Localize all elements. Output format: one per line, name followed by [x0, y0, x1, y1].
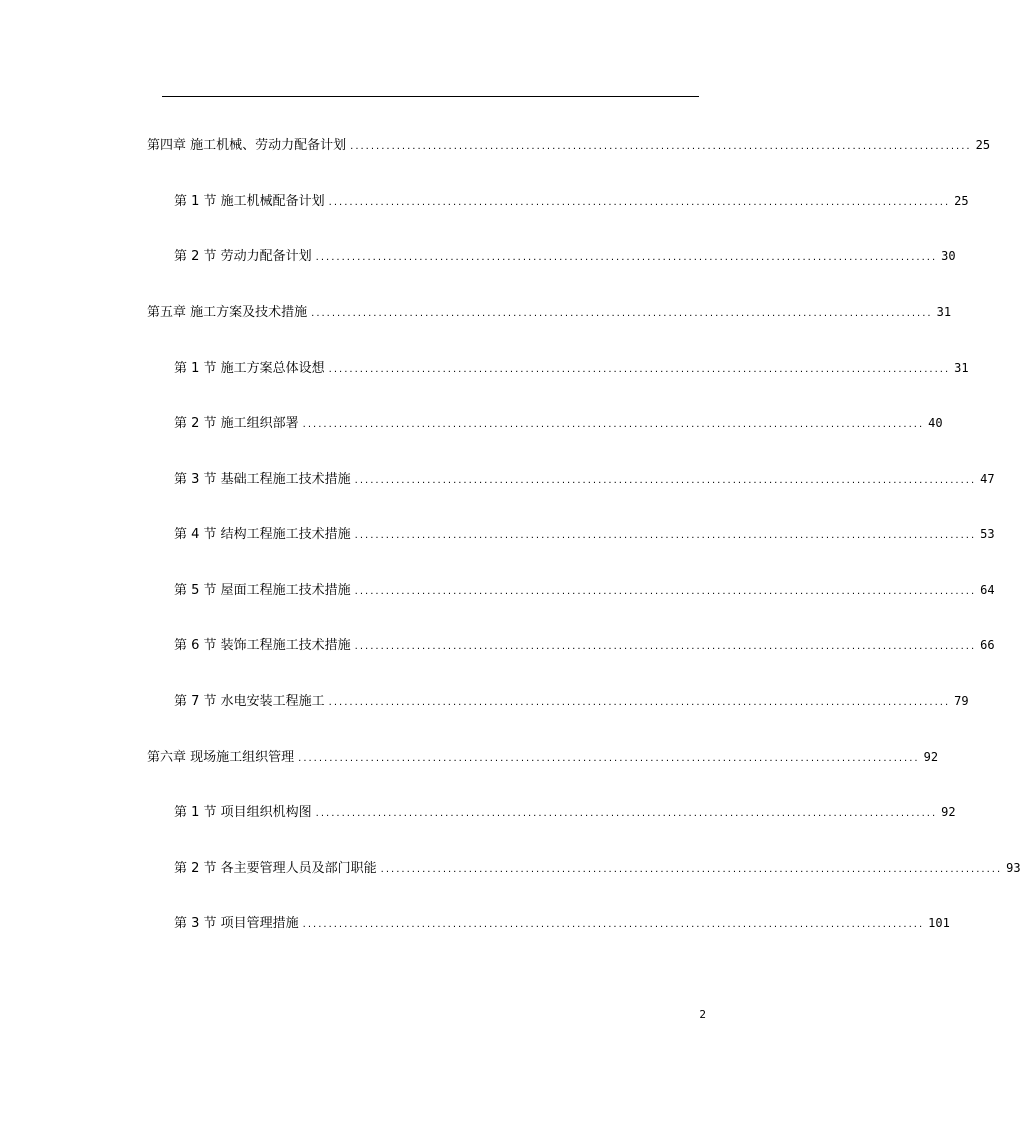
toc-entry-page: 25 — [954, 194, 969, 208]
toc-entry-page: 31 — [936, 305, 952, 319]
toc-entry-page: 92 — [941, 805, 956, 819]
toc-entry-chapter-4[interactable] — [147, 135, 991, 155]
page-number: 2 — [699, 1008, 706, 1021]
toc-entry-page: 101 — [928, 916, 950, 930]
toc-entry-label: 第五章 施工方案及技术措施 — [147, 305, 308, 320]
toc-entry-label: 第 4 节 结构工程施工技术措施 — [174, 527, 351, 542]
toc-entry-section[interactable] — [174, 802, 956, 822]
toc-entry-page: 64 — [980, 583, 995, 597]
toc-entry-page: 40 — [928, 416, 943, 430]
toc-entry-label: 第 6 节 装饰工程施工技术措施 — [174, 638, 351, 653]
toc-entry-section[interactable] — [174, 469, 995, 489]
toc-entry-label: 第 1 节 项目组织机构图 — [174, 805, 312, 820]
toc-entry-label: 第 2 节 各主要管理人员及部门职能 — [174, 861, 377, 876]
toc-leader-dots: ........................................................................................................................ — [350, 141, 972, 152]
toc-entry-section[interactable] — [174, 858, 1021, 878]
toc-entry-label: 第 2 节 劳动力配备计划 — [174, 249, 312, 264]
toc-leader-dots: ........................................................................................................................ — [302, 919, 925, 930]
toc-entry-label: 第 7 节 水电安装工程施工 — [174, 694, 325, 709]
toc-entry-label: 第 5 节 屋面工程施工技术措施 — [174, 583, 351, 598]
toc-entry-chapter-6[interactable] — [147, 747, 939, 767]
toc-entry-section[interactable] — [174, 913, 950, 933]
toc-entry-section[interactable] — [174, 635, 995, 655]
toc-entry-page: 31 — [954, 361, 969, 375]
toc-leader-dots: ........................................................................................................................ — [311, 308, 933, 319]
toc-leader-dots: ........................................................................................................................ — [298, 753, 920, 764]
toc-leader-dots: ........................................................................................................................ — [380, 864, 1003, 875]
toc-entry-label: 第 3 节 项目管理措施 — [174, 916, 299, 931]
toc-leader-dots: ........................................................................................................................ — [354, 586, 977, 597]
toc-entry-label: 第 1 节 施工方案总体设想 — [174, 361, 325, 376]
toc-entry-page: 53 — [980, 527, 995, 541]
toc-entry-page: 66 — [980, 638, 995, 652]
toc-leader-dots: ........................................................................................................................ — [354, 530, 977, 541]
toc-leader-dots: ........................................................................................................................ — [315, 252, 938, 263]
toc-entry-label: 第 3 节 基础工程施工技术措施 — [174, 472, 351, 487]
toc-leader-dots: ........................................................................................................................ — [354, 641, 977, 652]
toc-entry-section[interactable] — [174, 524, 995, 544]
toc-entry-page: 47 — [980, 472, 995, 486]
toc-entry-label: 第六章 现场施工组织管理 — [147, 750, 295, 765]
toc-entry-page: 93 — [1006, 861, 1021, 875]
toc-entry-section[interactable] — [174, 691, 969, 711]
toc-leader-dots: ........................................................................................................................ — [315, 808, 938, 819]
toc-entry-label: 第 2 节 施工组织部署 — [174, 416, 299, 431]
toc-entry-page: 92 — [923, 750, 939, 764]
toc-leader-dots: ........................................................................................................................ — [302, 419, 925, 430]
toc-entry-section[interactable] — [174, 358, 969, 378]
toc-leader-dots: ........................................................................................................................ — [328, 697, 951, 708]
toc-entry-page: 30 — [941, 249, 956, 263]
toc-leader-dots: ........................................................................................................................ — [354, 475, 977, 486]
toc-leader-dots: ........................................................................................................................ — [328, 364, 951, 375]
toc-entry-section[interactable] — [174, 191, 969, 211]
toc-entry-section[interactable] — [174, 413, 943, 433]
toc-entry-section[interactable] — [174, 580, 995, 600]
toc-entry-page: 79 — [954, 694, 969, 708]
toc-entry-page: 25 — [975, 138, 991, 152]
toc-entry-section[interactable] — [174, 246, 956, 266]
toc-entry-label: 第四章 施工机械、劳动力配备计划 — [147, 138, 347, 153]
toc-entry-chapter-5[interactable] — [147, 302, 952, 322]
toc-leader-dots: ........................................................................................................................ — [328, 197, 951, 208]
toc-entry-label: 第 1 节 施工机械配备计划 — [174, 194, 325, 209]
